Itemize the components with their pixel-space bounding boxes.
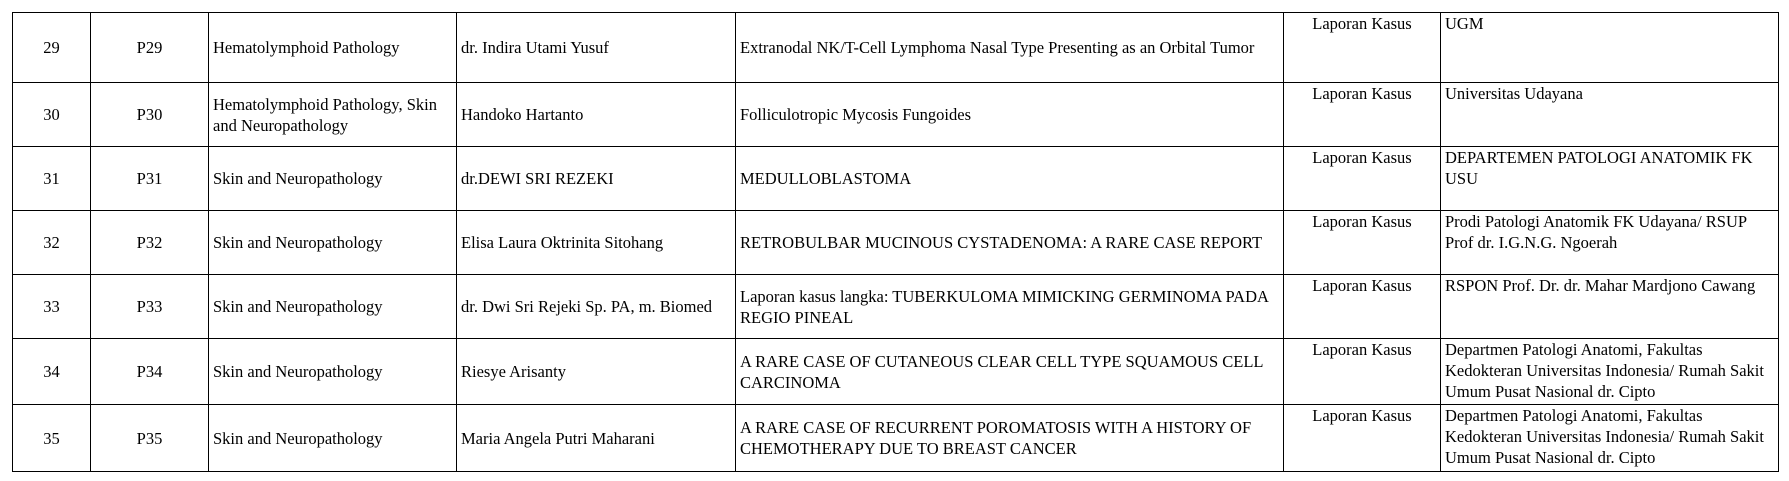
type-cell: Laporan Kasus bbox=[1284, 13, 1441, 83]
row-number-cell: 30 bbox=[13, 83, 91, 147]
institution-cell: Departmen Patologi Anatomi, Fakultas Kedokteran Universitas Indonesia/ Rumah Sakit Umum Pusat Nasional dr. Cipto bbox=[1441, 339, 1779, 405]
row-number-cell: 29 bbox=[13, 13, 91, 83]
title-cell: A RARE CASE OF RECURRENT POROMATOSIS WITH A HISTORY OF CHEMOTHERAPY DUE TO BREAST CANCER bbox=[736, 405, 1284, 472]
category-cell: Hematolymphoid Pathology bbox=[209, 13, 457, 83]
table-row bbox=[13, 83, 1779, 147]
title-cell: RETROBULBAR MUCINOUS CYSTADENOMA: A RARE CASE REPORT bbox=[736, 211, 1284, 275]
category-cell: Hematolymphoid Pathology, Skin and Neuropathology bbox=[209, 83, 457, 147]
author-cell: Maria Angela Putri Maharani bbox=[457, 405, 736, 472]
category-cell: Skin and Neuropathology bbox=[209, 339, 457, 405]
abstract-table bbox=[12, 12, 1779, 472]
institution-cell: Departmen Patologi Anatomi, Fakultas Kedokteran Universitas Indonesia/ Rumah Sakit Umum Pusat Nasional dr. Cipto bbox=[1441, 405, 1779, 472]
table-row bbox=[13, 13, 1779, 83]
row-number-cell: 33 bbox=[13, 275, 91, 339]
institution-cell: Prodi Patologi Anatomik FK Udayana/ RSUP Prof dr. I.G.N.G. Ngoerah bbox=[1441, 211, 1779, 275]
abstract-code-cell: P34 bbox=[91, 339, 209, 405]
abstract-code-cell: P29 bbox=[91, 13, 209, 83]
category-cell: Skin and Neuropathology bbox=[209, 405, 457, 472]
type-cell: Laporan Kasus bbox=[1284, 211, 1441, 275]
category-cell: Skin and Neuropathology bbox=[209, 147, 457, 211]
table-row bbox=[13, 211, 1779, 275]
author-cell: dr. Indira Utami Yusuf bbox=[457, 13, 736, 83]
institution-cell: DEPARTEMEN PATOLOGI ANATOMIK FK USU bbox=[1441, 147, 1779, 211]
type-cell: Laporan Kasus bbox=[1284, 83, 1441, 147]
row-number-cell: 31 bbox=[13, 147, 91, 211]
title-cell: A RARE CASE OF CUTANEOUS CLEAR CELL TYPE SQUAMOUS CELL CARCINOMA bbox=[736, 339, 1284, 405]
title-cell: Folliculotropic Mycosis Fungoides bbox=[736, 83, 1284, 147]
title-cell: MEDULLOBLASTOMA bbox=[736, 147, 1284, 211]
category-cell: Skin and Neuropathology bbox=[209, 275, 457, 339]
institution-cell: RSPON Prof. Dr. dr. Mahar Mardjono Cawang bbox=[1441, 275, 1779, 339]
title-cell: Extranodal NK/T-Cell Lymphoma Nasal Type Presenting as an Orbital Tumor bbox=[736, 13, 1284, 83]
abstract-code-cell: P31 bbox=[91, 147, 209, 211]
type-cell: Laporan Kasus bbox=[1284, 147, 1441, 211]
abstract-code-cell: P30 bbox=[91, 83, 209, 147]
author-cell: Elisa Laura Oktrinita Sitohang bbox=[457, 211, 736, 275]
type-cell: Laporan Kasus bbox=[1284, 339, 1441, 405]
row-number-cell: 32 bbox=[13, 211, 91, 275]
author-cell: dr. Dwi Sri Rejeki Sp. PA, m. Biomed bbox=[457, 275, 736, 339]
abstract-code-cell: P33 bbox=[91, 275, 209, 339]
type-cell: Laporan Kasus bbox=[1284, 275, 1441, 339]
title-cell: Laporan kasus langka: TUBERKULOMA MIMICKING GERMINOMA PADA REGIO PINEAL bbox=[736, 275, 1284, 339]
table-row bbox=[13, 147, 1779, 211]
category-cell: Skin and Neuropathology bbox=[209, 211, 457, 275]
table-row bbox=[13, 339, 1779, 405]
abstract-code-cell: P35 bbox=[91, 405, 209, 472]
row-number-cell: 34 bbox=[13, 339, 91, 405]
institution-cell: Universitas Udayana bbox=[1441, 83, 1779, 147]
institution-cell: UGM bbox=[1441, 13, 1779, 83]
abstract-code-cell: P32 bbox=[91, 211, 209, 275]
table-row bbox=[13, 275, 1779, 339]
author-cell: dr.DEWI SRI REZEKI bbox=[457, 147, 736, 211]
author-cell: Handoko Hartanto bbox=[457, 83, 736, 147]
type-cell: Laporan Kasus bbox=[1284, 405, 1441, 472]
row-number-cell: 35 bbox=[13, 405, 91, 472]
table-row bbox=[13, 405, 1779, 472]
author-cell: Riesye Arisanty bbox=[457, 339, 736, 405]
